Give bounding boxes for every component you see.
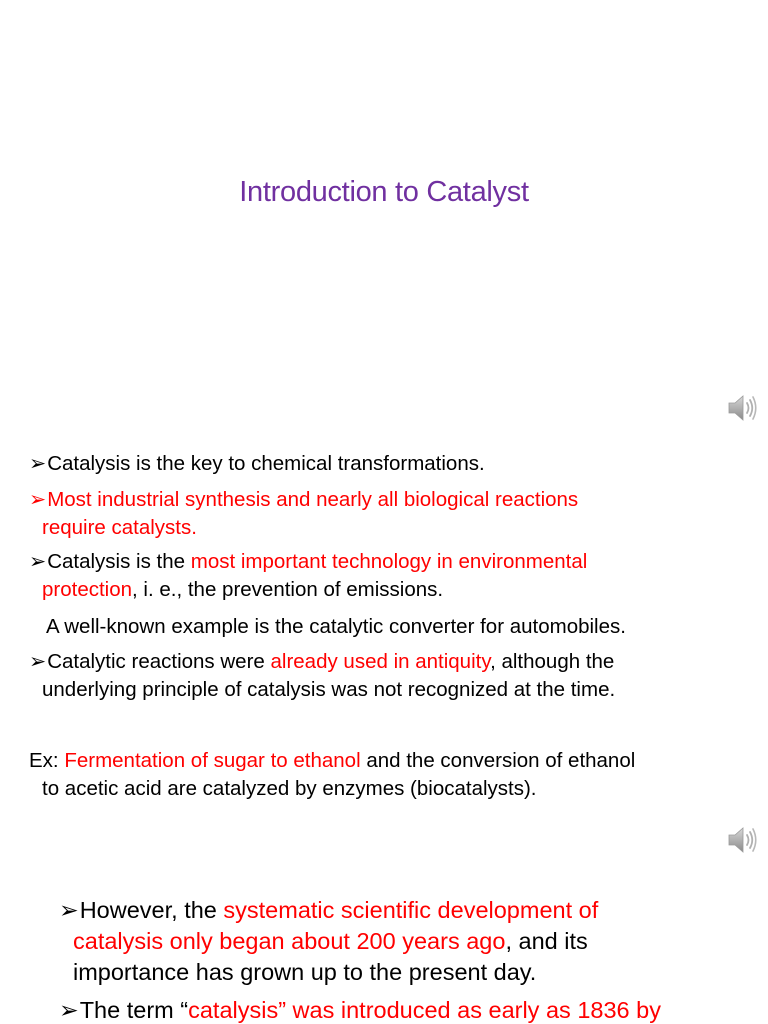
bullet-environmental: ➢Catalysis is the most important technology in environmental xyxy=(29,550,588,573)
bullet-arrow: ➢ xyxy=(59,997,79,1023)
bullet-arrow: ➢ xyxy=(29,452,47,475)
bullet-environmental-cont: protection, i. e., the prevention of emissions. xyxy=(42,578,444,601)
slide-title: Introduction to Catalyst xyxy=(239,176,529,208)
bullet-antiquity: ➢Catalytic reactions were already used in antiquity, although the xyxy=(29,650,615,673)
bullet-industrial-synthesis: ➢Most industrial synthesis and nearly all biological reactions xyxy=(29,488,579,511)
speaker-icon[interactable] xyxy=(726,824,758,856)
bullet-catalysis-key: ➢Catalysis is the key to chemical transformations. xyxy=(29,452,485,475)
bullet-arrow: ➢ xyxy=(29,550,47,573)
example-catalytic-converter: A well-known example is the catalytic converter for automobiles. xyxy=(46,615,626,638)
bullet-antiquity-cont: underlying principle of catalysis was not recognized at the time. xyxy=(42,678,616,701)
bullet-systematic-development-cont: catalysis only began about 200 years ago, and its xyxy=(73,928,588,954)
speaker-icon[interactable] xyxy=(726,392,758,424)
example-fermentation: Ex: Fermentation of sugar to ethanol and the conversion of ethanol xyxy=(29,749,636,772)
bullet-term-catalysis: ➢The term “catalysis” was introduced as early as 1836 by xyxy=(59,997,661,1023)
bullet-arrow: ➢ xyxy=(29,650,47,673)
bullet-industrial-synthesis-cont: require catalysts. xyxy=(42,516,197,539)
bullet-systematic-development-cont2: importance has grown up to the present day. xyxy=(73,959,537,985)
bullet-systematic-development: ➢However, the systematic scientific development of xyxy=(59,897,599,923)
example-fermentation-cont: to acetic acid are catalyzed by enzymes (biocatalysts). xyxy=(42,777,537,800)
bullet-arrow: ➢ xyxy=(59,897,79,923)
bullet-arrow: ➢ xyxy=(29,488,47,511)
